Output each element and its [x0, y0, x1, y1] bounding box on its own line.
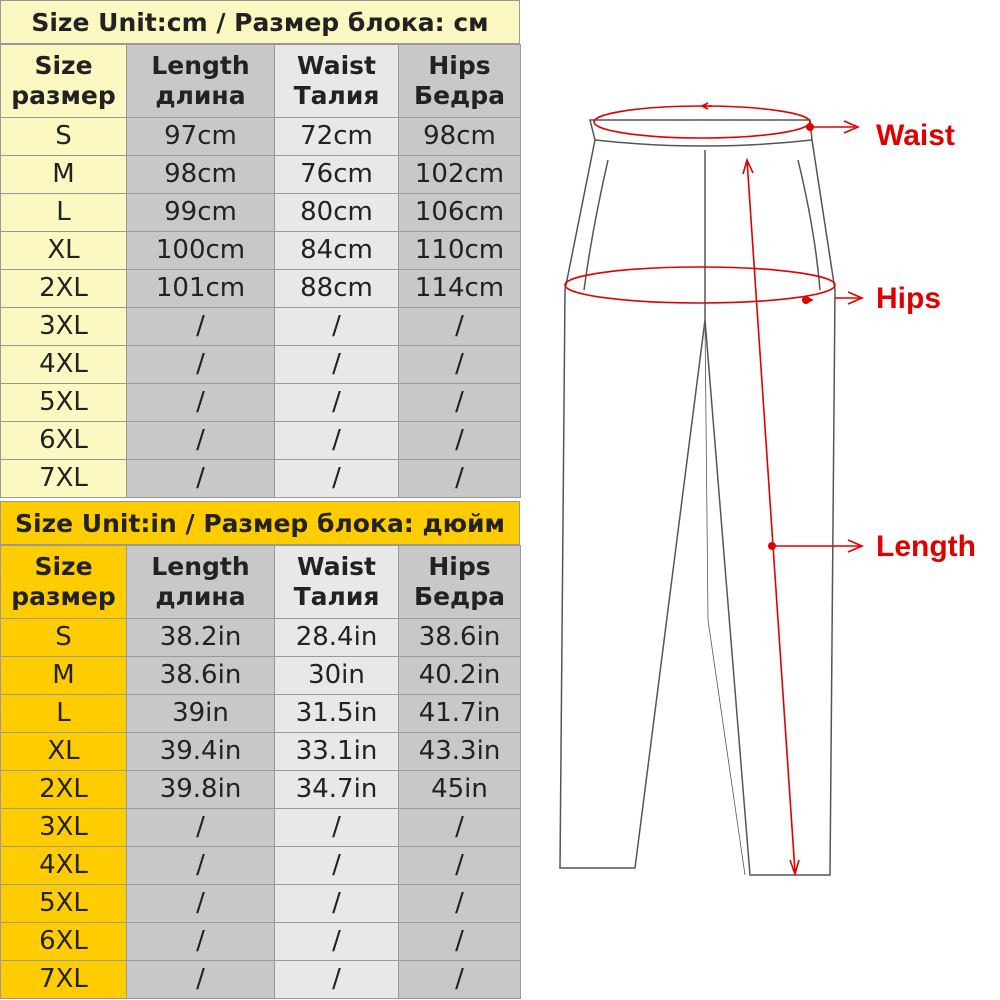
hips-cell: /: [399, 885, 521, 923]
table-row: [1, 771, 521, 809]
table-row: [1, 923, 521, 961]
hips-header-en: Hips: [428, 552, 491, 581]
table-row: [1, 961, 521, 999]
length-cell: 101cm: [127, 270, 275, 308]
size-cell: 7XL: [1, 961, 127, 999]
length-measure: [743, 160, 862, 874]
hips-cell: /: [399, 422, 521, 460]
table-row: [1, 809, 521, 847]
size-cell: S: [1, 619, 127, 657]
table-header-row: [1, 45, 521, 118]
waist-cell: /: [275, 923, 399, 961]
hips-cell: 98cm: [399, 118, 521, 156]
waist-header-ru: Талия: [293, 582, 380, 611]
table-row: [1, 308, 521, 346]
size-cell: M: [1, 657, 127, 695]
length-cell: /: [127, 961, 275, 999]
waist-cell: /: [275, 308, 399, 346]
hips-cell: /: [399, 923, 521, 961]
hips-label: Hips: [876, 282, 942, 315]
length-cell: /: [127, 384, 275, 422]
table-row: [1, 695, 521, 733]
length-cell: 97cm: [127, 118, 275, 156]
hips-header-ru: Бедра: [414, 81, 505, 110]
size-cell: XL: [1, 733, 127, 771]
hips-cell: /: [399, 809, 521, 847]
inch-table-title: Size Unit:in / Размер блока: дюйм: [0, 501, 520, 545]
size-cell: 3XL: [1, 308, 127, 346]
waist-cell: 30in: [275, 657, 399, 695]
size-cell: 5XL: [1, 885, 127, 923]
length-cell: /: [127, 923, 275, 961]
size-cell: 4XL: [1, 346, 127, 384]
length-cell: /: [127, 422, 275, 460]
length-cell: 98cm: [127, 156, 275, 194]
length-dot: [768, 542, 776, 550]
length-cell: 99cm: [127, 194, 275, 232]
length-label: Length: [876, 530, 976, 563]
size-cell: 3XL: [1, 809, 127, 847]
table-row: [1, 847, 521, 885]
size-cell: M: [1, 156, 127, 194]
waist-cell: /: [275, 346, 399, 384]
table-row: [1, 885, 521, 923]
waist-header-en: Waist: [297, 51, 376, 80]
hips-cell: 102cm: [399, 156, 521, 194]
size-cell: L: [1, 695, 127, 733]
length-cell: 38.6in: [127, 657, 275, 695]
hips-cell: 41.7in: [399, 695, 521, 733]
inch-size-table: [0, 545, 521, 999]
hips-cell: /: [399, 961, 521, 999]
length-cell: /: [127, 809, 275, 847]
waist-cell: 33.1in: [275, 733, 399, 771]
size-header-en: Size: [34, 552, 93, 581]
waist-cell: /: [275, 847, 399, 885]
hips-cell: 40.2in: [399, 657, 521, 695]
size-cell: L: [1, 194, 127, 232]
waist-cell: /: [275, 885, 399, 923]
table-row: [1, 460, 521, 498]
length-cell: /: [127, 460, 275, 498]
waist-cell: /: [275, 460, 399, 498]
waist-header-en: Waist: [297, 552, 376, 581]
table-row: [1, 384, 521, 422]
table-row: [1, 270, 521, 308]
hips-cell: /: [399, 460, 521, 498]
size-cell: 7XL: [1, 460, 127, 498]
length-cell: 100cm: [127, 232, 275, 270]
hips-cell: 45in: [399, 771, 521, 809]
size-cell: 6XL: [1, 422, 127, 460]
hips-header: [399, 546, 521, 619]
length-header: [127, 45, 275, 118]
waist-cell: /: [275, 384, 399, 422]
size-header-ru: размер: [11, 81, 116, 110]
size-header-en: Size: [34, 51, 93, 80]
length-header: [127, 546, 275, 619]
cm-table-title: Size Unit:cm / Размер блока: см: [0, 0, 520, 44]
table-row: [1, 657, 521, 695]
size-cell: XL: [1, 232, 127, 270]
pants-diagram: [540, 60, 990, 920]
hips-cell: /: [399, 308, 521, 346]
waist-cell: /: [275, 809, 399, 847]
length-cell: 39in: [127, 695, 275, 733]
size-header-ru: размер: [11, 582, 116, 611]
table-row: [1, 156, 521, 194]
hips-cell: 43.3in: [399, 733, 521, 771]
size-header: [1, 546, 127, 619]
table-row: [1, 118, 521, 156]
waist-cell: 76cm: [275, 156, 399, 194]
size-cell: 5XL: [1, 384, 127, 422]
hips-cell: 106cm: [399, 194, 521, 232]
size-cell: 2XL: [1, 270, 127, 308]
waist-dot: [806, 123, 814, 131]
hips-cell: /: [399, 346, 521, 384]
waist-cell: 88cm: [275, 270, 399, 308]
table-row: [1, 232, 521, 270]
waist-cell: /: [275, 422, 399, 460]
length-cell: /: [127, 346, 275, 384]
waist-header-ru: Талия: [293, 81, 380, 110]
table-row: [1, 346, 521, 384]
length-header-ru: длина: [155, 81, 246, 110]
length-header-en: Length: [151, 51, 250, 80]
waist-cell: 84cm: [275, 232, 399, 270]
table-row: [1, 619, 521, 657]
waist-cell: 34.7in: [275, 771, 399, 809]
size-cell: 2XL: [1, 771, 127, 809]
table-row: [1, 194, 521, 232]
length-cell: /: [127, 847, 275, 885]
waist-cell: 80cm: [275, 194, 399, 232]
waist-cell: /: [275, 961, 399, 999]
table-row: [1, 422, 521, 460]
waist-cell: 28.4in: [275, 619, 399, 657]
hips-header: [399, 45, 521, 118]
hips-cell: /: [399, 847, 521, 885]
length-cell: 38.2in: [127, 619, 275, 657]
size-cell: S: [1, 118, 127, 156]
length-cell: /: [127, 885, 275, 923]
length-header-ru: длина: [155, 582, 246, 611]
hips-header-ru: Бедра: [414, 582, 505, 611]
hips-cell: /: [399, 384, 521, 422]
size-cell: 4XL: [1, 847, 127, 885]
size-header: [1, 45, 127, 118]
table-row: [1, 733, 521, 771]
length-cell: 39.8in: [127, 771, 275, 809]
waist-cell: 31.5in: [275, 695, 399, 733]
hips-cell: 38.6in: [399, 619, 521, 657]
size-cell: 6XL: [1, 923, 127, 961]
hips-cell: 114cm: [399, 270, 521, 308]
pants-outline: [560, 120, 835, 875]
hips-measure: [565, 267, 862, 304]
waist-cell: 72cm: [275, 118, 399, 156]
hips-cell: 110cm: [399, 232, 521, 270]
length-cell: /: [127, 308, 275, 346]
hips-header-en: Hips: [428, 51, 491, 80]
waist-label: Waist: [876, 119, 955, 152]
waist-header: [275, 546, 399, 619]
cm-size-table: [0, 44, 521, 498]
length-header-en: Length: [151, 552, 250, 581]
hips-dot: [802, 296, 810, 304]
length-cell: 39.4in: [127, 733, 275, 771]
waist-header: [275, 45, 399, 118]
table-header-row: [1, 546, 521, 619]
